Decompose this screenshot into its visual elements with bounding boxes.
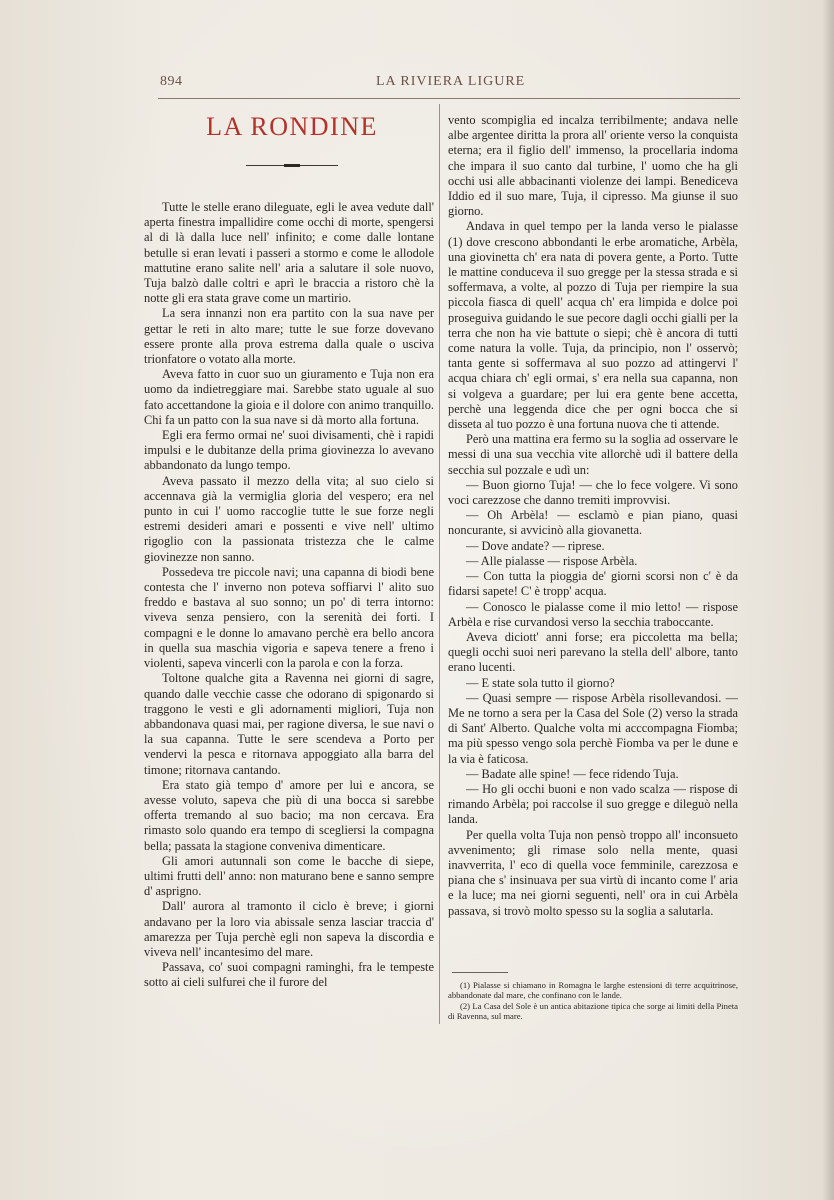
footnotes (448, 980, 738, 1022)
paragraph: Toltone qualche gita a Ravenna nei giorni di sagre, quando dalle vecchie casse che odorano di spigonardo si traggono le vesti e gli adornamenti migliori, Tuja non abbandonava quasi mai, per ragione diversa, le sue navi o la sua capanna. Tutte le sere scendeva a Porto per vendervi la pesca e ritornava appoggiato alla barra del timone; ritornava cantando. (144, 671, 434, 777)
right-column (448, 113, 738, 919)
dialogue-line: — Ho gli occhi buoni e non vado scalza — rispose di rimando Arbèla; poi raccolse il suo gregge e dileguò nella landa. (448, 781, 738, 827)
title-ornament (246, 164, 338, 167)
paragraph: Aveva passato il mezzo della vita; al suo cielo si accennava già la vermiglia gloria del vespero; era nel punto in cui l' uomo raccoglie tutte le sue forze negli estremi desideri amari e possenti e vive nell' ultimo rigoglio con la passionata tristezza che le calme giovinezze non sanno. (144, 473, 434, 564)
dialogue-line: — Dove andate? — riprese. (466, 538, 605, 553)
page-number: 894 (160, 74, 183, 89)
dialogue-line: — Con tutta la pioggia de' giorni scorsi non c' è da fidarsi sapete! C' è tropp' acqua. (448, 569, 738, 599)
footnote-rule (452, 972, 508, 973)
ornament-block (284, 164, 300, 167)
paragraph: La sera innanzi non era partito con la sua nave per gettar le reti in alto mare; tutte le sue forze dovevano essere pronte alla prova estrema dalla quale o usciva trionfatore o votato alla morte. (144, 306, 434, 367)
paragraph: Possedeva tre piccole navi; una capanna di biodi bene contesta che l' inverno non poteva soffiarvi l' alito suo freddo e bastava al suo sonno; un po' di terra intorno: viveva senza pensiero, con la serenità dei forti. I compagni e le donne lo amavano perchè era bello ancora in quella sua maschia vigoria e sapeva tenere a freno i violenti, sapeva vincerli con la parola e con la forza. (144, 564, 434, 671)
running-header (158, 74, 740, 96)
paragraph: Aveva fatto in cuor suo un giuramento e Tuja non era uomo da indietreggiare mai. Sarebbe stato uguale al suo fato accettandone la gioia e il dolore con animo tranquillo. Chi fa un patto con la sua nave si dà morto alla fortuna. (144, 367, 434, 427)
dialogue-line: — Buon giorno Tuja! — che lo fece volgere. Vi sono voci carezzose che danno tremiti improvvisi. (448, 477, 738, 508)
paragraph: vento scompiglia ed incalza terribilmente; andava nelle albe argentee diritta la prora all' oriente verso la conquista eterna; era il figlio dell' immenso, la procellaria indoma che impara il suo canto dal turbine, l' uomo che ha gli occhi usi alle abbacinanti violenze dei lampi. Benediceva Iddio ed il suo mare, Tuja, il cipresso. Ma giunse il suo giorno. (448, 113, 738, 219)
paragraph: Per quella volta Tuja non pensò troppo all' inconsueto avvenimento; gli rimase solo nella mente, quasi inavverrita, l' eco di quella voce femminile, carezzosa e piana che s' insinuava per sua virtù di incanto come l' aria e la luce; ma nei giorni seguenti, nell' ora in cui Arbèla passava, si trovò molto spesso su la soglia a salutarla. (448, 827, 738, 918)
publication-name: LA RIVIERA LIGURE (376, 74, 526, 89)
paragraph: Egli era fermo ormai ne' suoi divisamenti, chè i rapidi impulsi e le dubitanze della prima giovinezza lo avevano abbandonato da lungo tempo. (144, 428, 434, 473)
paragraph: Gli amori autunnali son come le bacche di siepe, ultimi frutti dell' anno: non maturano bene e sanno sempre d' asprigno. (144, 853, 434, 899)
dialogue-line: — Alle pialasse — rispose Arbèla. (466, 553, 638, 568)
dialogue-line: — Badate alle spine! — fece ridendo Tuja. (466, 766, 679, 781)
dialogue-line: — E state sola tutto il giorno? (466, 675, 615, 690)
dialogue-line: — Oh Arbèla! — esclamò e pian piano, quasi noncurante, si avvicinò alla giovanetta. (448, 508, 738, 538)
paragraph: Tutte le stelle erano dileguate, egli le avea vedute dall' aperta finestra impallidire come occhi di morte, spengersi al di là dalla luce nell' infinito; e come dalle lontane betulle si eran levati i passeri a stormo e come le allodole mattutine erano salite nell' aria a salutare il sole nuovo, Tuja balzò dalle coltri e aprì le braccia a ristoro chè la notte gli era stata grave come un martirio. (144, 200, 434, 306)
paragraph: Era stato già tempo d' amore per lui e ancora, se avesse voluto, sapeva che più di una bocca si sarebbe offerta tremando al suo bacio; ma non cercava. Era rimasto solo quando era tempo di scegliersi la compagna bella; passata la stagione conveniva dimenticare. (144, 777, 434, 853)
paragraph: Però una mattina era fermo su la soglia ad osservare le messi di una sua vecchia vite allorchè udì il battere della secchia sul pozzale e udì un: (448, 432, 738, 477)
paragraph: Dall' aurora al tramonto il ciclo è breve; i giorni andavano per la loro via abissale senza lasciar traccia d' amarezza per Tuja perchè egli non sapeva la discordia e viveva nell' incantesimo del mare. (144, 899, 434, 959)
article-title: LA RONDINE (206, 112, 378, 141)
paragraph: Aveva diciott' anni forse; era piccoletta ma bella; quegli occhi suoi neri parevano la stella dell' albore, tanto erano lucenti. (448, 629, 738, 675)
dialogue-line: — Conosco le pialasse come il mio letto! — rispose Arbèla e rise curvandosi verso la secchia traboccante. (448, 599, 738, 629)
column-divider (439, 104, 440, 1024)
footnote: (2) La Casa del Sole è un antica abitazione tipica che sorge ai limiti della Pineta di Ravenna, sul mare. (448, 1000, 738, 1022)
page-edge-shadow (822, 0, 834, 1200)
header-rule (158, 98, 740, 99)
paragraph: Andava in quel tempo per la landa verso le pialasse (1) dove crescono abbondanti le erbe aromatiche, Arbèla, una giovinetta ch' era nata di povera gente, a Porto. Tutte le mattine conduceva il suo gregge per la stessa strada e si soffermava, a volte, al pozzo di Tuja per riempire la sua piccola fiasca di quell' acqua ch' era limpida e dolce poi proseguiva guidando le sue pecore dagli occhi gialli per la terra che non ha vie battute o siepi; chè è ancora di tutti come natura la volle. Tuja, da principio, non l' osservò; tanta gente si soffermava al suo pozzo ad attingervi l' acqua chiara ch' egli ormai, s' era nella sua capanna, non si volgeva a guardare; per lui era gente bene accetta, perchè una leggenda dice che per ogni bocca che si disseta al tuo pozzo è una fortuna nuova che ti attende. (448, 219, 738, 432)
dialogue-line: — Quasi sempre — rispose Arbèla risollevandosi. — Me ne torno a sera per la Casa del Sole (2) verso la strada di Sant' Alberto. Qualche volta mi acccompagna Fiomba; ma più spesso vengo sola perchè Fiomba va per le dune e la via è faticosa. (448, 690, 738, 766)
footnote: (1) Pialasse si chiamano in Romagna le larghe estensioni di terre acquitrinose, abbandonate dal mare, che confinano con le lande. (448, 980, 738, 1001)
paragraph: Passava, co' suoi compagni raminghi, fra le tempeste sotto ai cieli sulfurei che il furore del (144, 960, 434, 990)
left-column (144, 200, 434, 991)
